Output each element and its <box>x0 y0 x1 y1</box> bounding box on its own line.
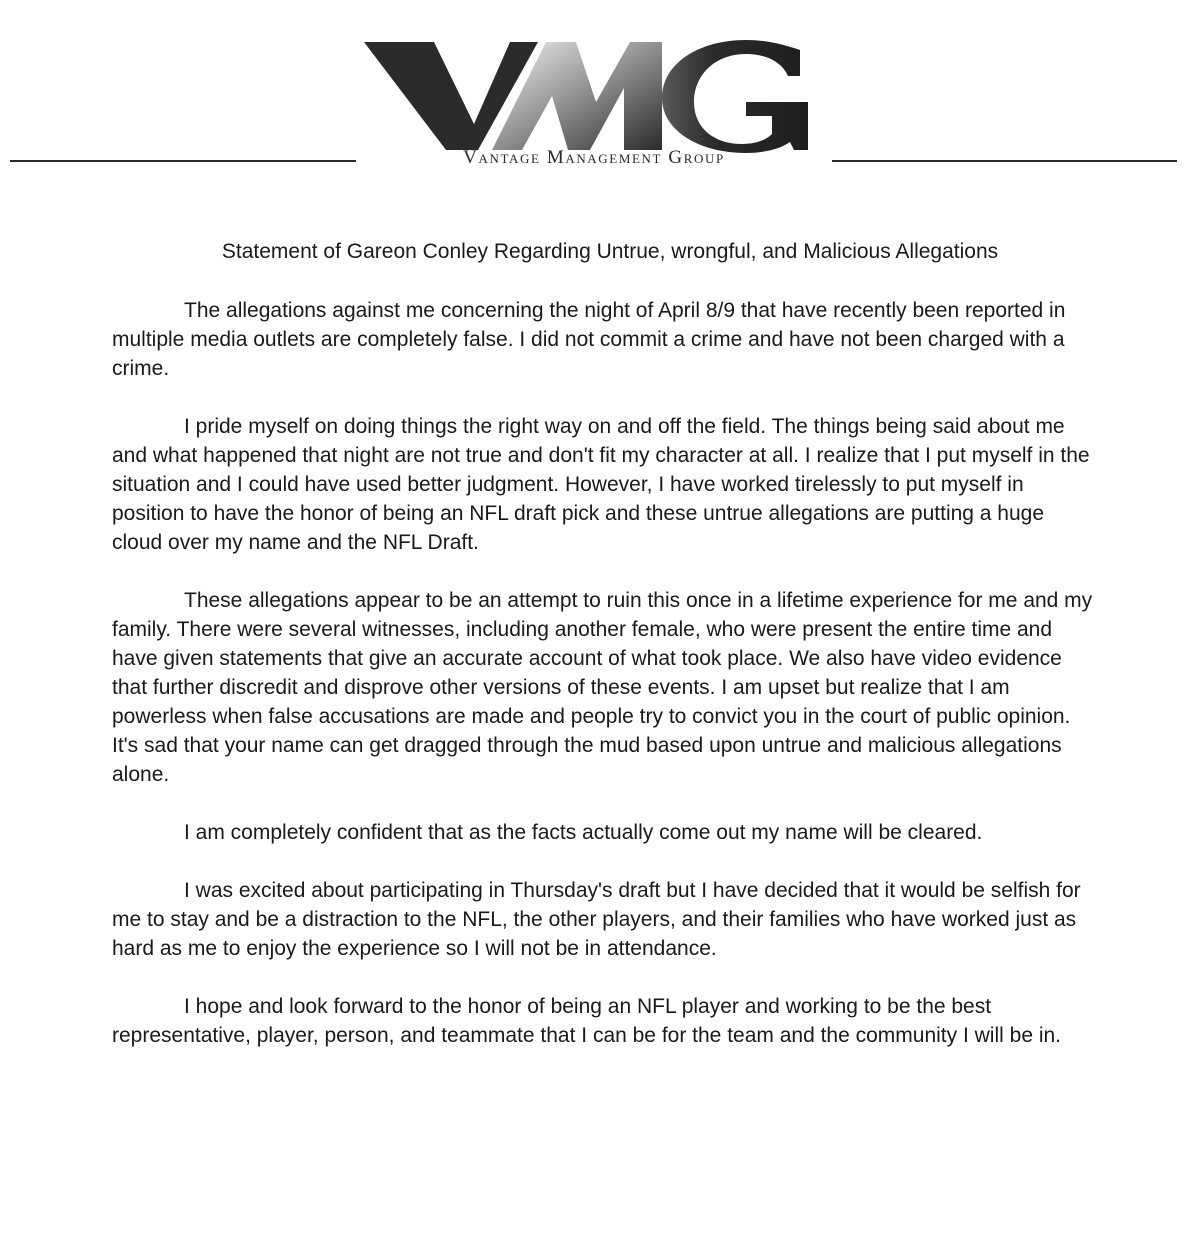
statement-paragraph: These allegations appear to be an attempt to ruin this once in a lifetime experience for me and my family. There were several witnesses, including another female, who were present the entire time and have given statements that give an accurate account of what took place. We also have video evidence that further discredit and disprove other versions of these events. I am upset but realize that I am powerless when false accusations are made and people try to convict you in the court of public opinion. It's sad that your name can get dragged through the mud based upon untrue and malicious allegations alone. <box>112 589 1093 786</box>
vmg-logo <box>362 36 810 154</box>
statement-paragraph: I was excited about participating in Thursday's draft but I have decided that it would be selfish for me to stay and be a distraction to the NFL, the other players, and their families who have worked just as hard as me to enjoy the experience so I will not be in attendance. <box>112 879 1081 960</box>
statement-paragraph: I am completely confident that as the facts actually come out my name will be cleared. <box>184 821 983 844</box>
statement-paragraph: I hope and look forward to the honor of being an NFL player and working to be the best representative, player, person, and teammate that I can be for the team and the community I will be in. <box>112 995 1062 1047</box>
statement-paragraph: The allegations against me concerning the night of April 8/9 that have recently been reported in multiple media outlets are completely false. I did not commit a crime and have not been charged with a crime. <box>112 299 1066 380</box>
letterhead-rule-left <box>10 160 356 162</box>
statement-title: Statement of Gareon Conley Regarding Untrue, wrongful, and Malicious Allegations <box>221 240 999 263</box>
logo-letter-g <box>662 40 808 153</box>
company-name: Vantage Management Group <box>463 147 725 168</box>
letterhead-rule-right <box>832 160 1177 162</box>
statement-paragraph: I pride myself on doing things the right way on and off the field. The things being said about me and what happened that night are not true and don't fit my character at all. I realize that I put myself in the situation and I could have used better judgment. However, I have worked tirelessly to put myself in position to have the honor of being an NFL draft pick and these untrue allegations are putting a huge cloud over my name and the NFL Draft. <box>112 415 1090 554</box>
statement-body <box>112 296 1097 1079</box>
letterhead <box>0 0 1199 200</box>
